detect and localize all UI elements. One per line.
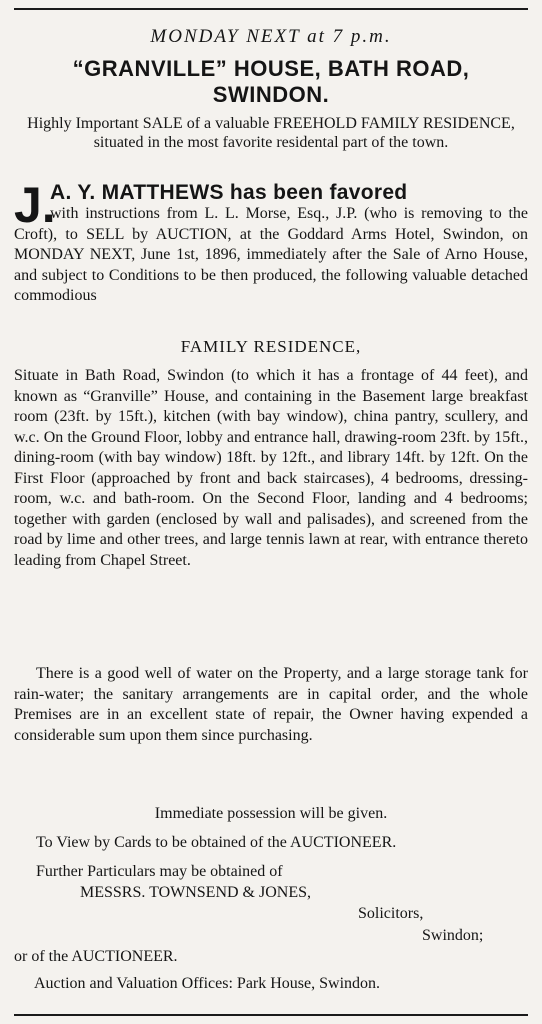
bottom-rule: [14, 1014, 528, 1016]
announcement-paragraph: with instructions from L. L. Morse, Esq., J.P. (who is removing to the Croft), to SELL by AUCTION, at the Goddard Arms Hotel, Swindon, on MONDAY NEXT, June 1st, 1896, immediately after the Sale of Arno House, and subject to Conditions to be then produced, the following valuable detached commodious: [14, 205, 528, 304]
description-paragraph: Situate in Bath Road, Swindon (to which it has a frontage of 44 feet), and known as “Granville” House, and containing in the Basement large breakfast room (23ft. by 15ft.), kitchen (with bay window), china pantry, scullery, and w.c. On the Ground Floor, lobby and entrance hall, drawing-room 23ft. by 15ft., dining-room (with bay window) 18ft. by 12ft., and library 14ft. by 12ft. On the First Floor (approached by front and back staircases), 4 bedrooms, dressing-room, w.c. and bath-room. On the Second Floor, landing and 4 bedrooms; together with garden (enclosed by wall and palisades), and screened from the road by lime and other trees, and large tennis lawn at rear, with entrance thereto leading from Chapel Street.: [14, 367, 528, 569]
solicitors-name-line: MESSRS. TOWNSEND & JONES,: [80, 884, 312, 901]
well-paragraph: There is a good well of water on the Property, and a large storage tank for rain-water; the sanitary arrangements are in capital order, and the whole Premises are in an excellent state of repair, the Owner having expended a considerable sum upon them since purchasing.: [14, 665, 528, 744]
sale-time-kicker: MONDAY NEXT at 7 p.m.: [150, 26, 392, 47]
or-auctioneer-line: or of the AUCTIONEER.: [14, 948, 178, 965]
offices-line: Auction and Valuation Offices: Park House, Swindon.: [34, 975, 381, 992]
headline-line-2: SWINDON.: [212, 82, 330, 107]
headline-line-1: “GRANVILLE” HOUSE, BATH ROAD,: [72, 56, 470, 81]
intro-paragraph: Highly Important SALE of a valuable FREEHOLD FAMILY RESIDENCE, situated in the most favorite residental part of the town.: [27, 115, 515, 151]
possession-line: Immediate possession will be given.: [154, 805, 388, 822]
auctioneer-name: A. Y. MATTHEWS has been favored: [50, 181, 408, 204]
drop-cap: J.: [14, 177, 56, 233]
to-view-line: To View by Cards to be obtained of the AUCTIONEER.: [36, 834, 397, 851]
auctioneer-heading: [50, 182, 528, 205]
property-headline: [0, 56, 542, 108]
family-residence-subhead: FAMILY RESIDENCE,: [180, 337, 362, 356]
solicitors-town-line: Swindon;: [422, 927, 484, 944]
further-particulars-line: Further Particulars may be obtained of: [36, 863, 283, 880]
top-rule: [14, 8, 528, 10]
solicitors-line: Solicitors,: [358, 905, 424, 922]
